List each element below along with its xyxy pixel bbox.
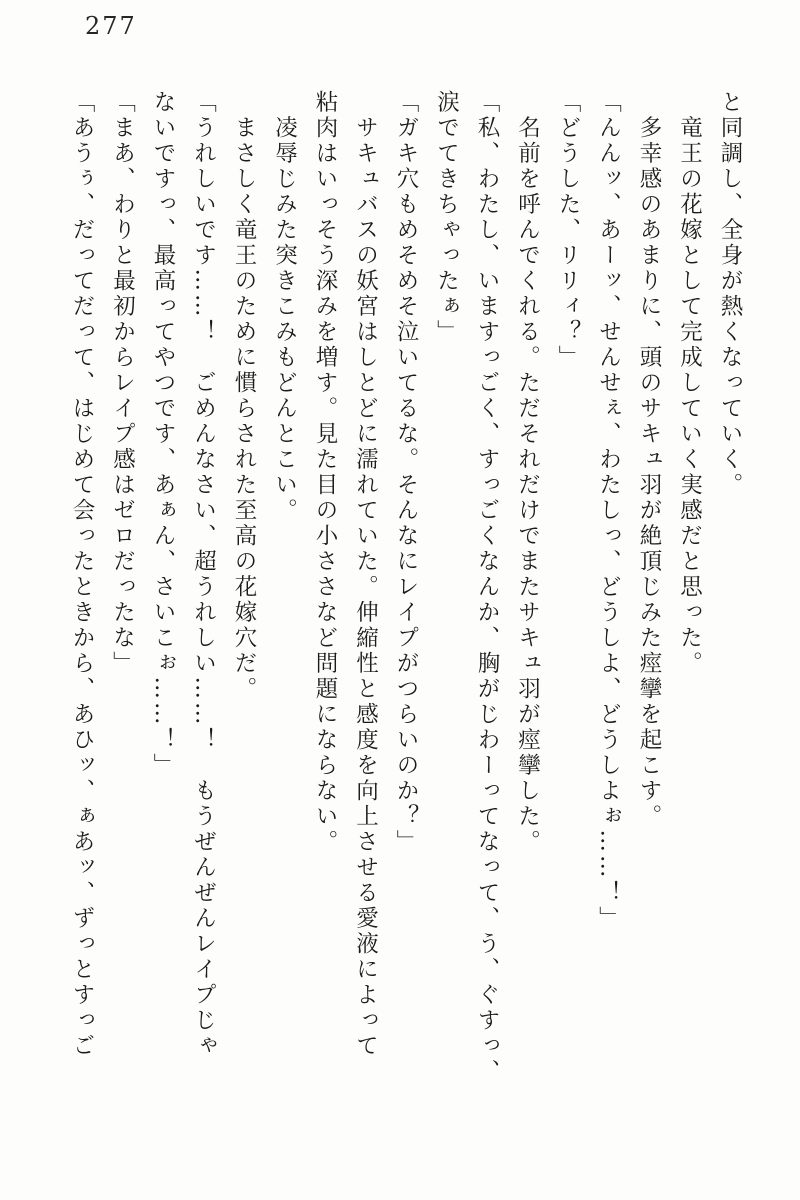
text-line: と同調し、全身が熱くなっていく。 [717, 90, 743, 498]
text-line: 「うれしいです……！ ごめんなさい、超うれしい……！ もうぜんぜんレイプじゃ [190, 90, 217, 1059]
text-line: まさしく竜王のために慣らされた至高の花嫁穴だ。 [231, 90, 257, 702]
text-line: 竜王の花嫁として完成していく実感だと思った。 [676, 90, 703, 677]
text-line: 涙でてきちゃったぁ」 [433, 90, 460, 345]
text-line: 「んんッ、あーッ、せんせぇ、わたしっ、どうしよ、どうしよぉ……！」 [595, 90, 622, 932]
text-line: 多幸感のあまりに、頭のサキュ羽が絶頂じみた痙攣を起こす。 [636, 90, 662, 830]
text-line: 名前を呼んでくれる。ただそれだけでまたサキュ羽が痙攣した。 [514, 90, 541, 855]
page-text-block [62, 90, 751, 1092]
text-line: サキュバスの妖宮はしとどに濡れていた。伸縮性と感度を向上させる愛液によって [352, 90, 379, 1059]
text-line: 粘肉はいっそう深みを増す。見た目の小ささなど問題にならない。 [312, 90, 338, 855]
text-line: 凌辱じみた突きこみもどんとこい。 [271, 90, 298, 524]
text-line: 「まあ、わりと最初からレイプ感はゼロだったな」 [109, 90, 136, 677]
text-line: 「私、わたし、いますっごく、すっごくなんか、胸がじわーってなって、う、ぐすっ、 [474, 90, 500, 1085]
text-line: ないですっ、最高ってやつです、あぁん、さいこぉ……！」 [150, 90, 176, 779]
text-line: 「どうした、リリィ？」 [555, 90, 581, 371]
text-line: 「あうぅ、だってだって、はじめて会ったときから、あひッ、ぁあッ、ずっとすっご [69, 90, 95, 1059]
text-line: 「ガキ穴もめそめそ泣いてるな。そんなにレイプがつらいのか？」 [393, 90, 419, 855]
page-number: 277 [85, 12, 137, 40]
